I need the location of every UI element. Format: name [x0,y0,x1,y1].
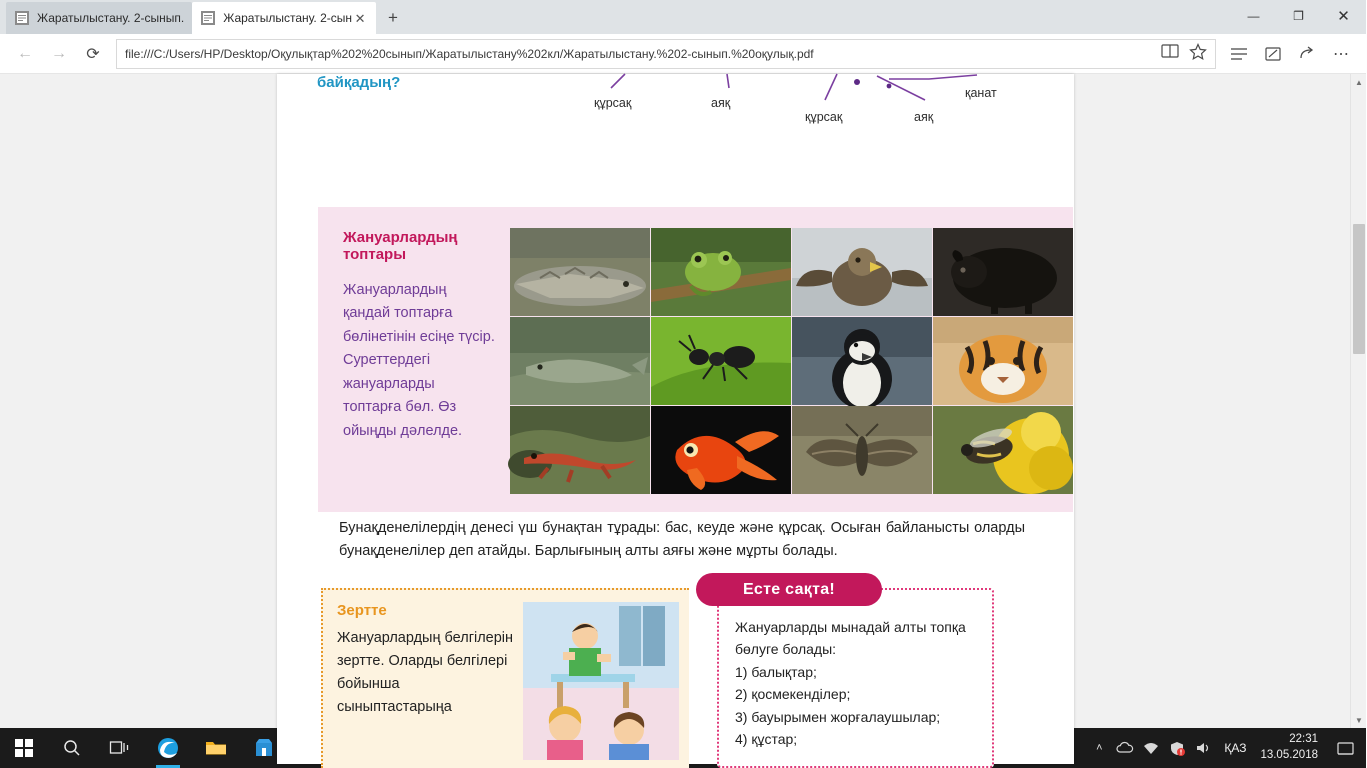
web-notes-icon[interactable] [1256,37,1290,71]
onedrive-icon[interactable] [1112,728,1138,768]
close-icon[interactable]: ✕ [354,10,366,26]
crocodile-photo [510,228,650,316]
share-icon[interactable] [1290,37,1324,71]
search-icon[interactable] [48,728,96,768]
pdf-page [277,74,1074,764]
back-icon[interactable]: ← [17,44,33,62]
diagram-arrows [277,74,1074,129]
panel-title: Жануарлардың топтары [343,229,458,263]
window-controls [1231,0,1366,32]
question-text: байқадың? [317,74,401,91]
zertte-title: Зертте [337,602,387,619]
address-bar[interactable] [116,39,1216,69]
eagle-photo [792,228,932,316]
remember-intro: Жануарларды мынадай алты топқа бөлуге болады: [735,619,966,658]
penguin-photo [792,317,932,405]
remember-badge: Есте сақта! [696,573,882,606]
tab-strip [0,0,1366,34]
bee-photo [933,406,1073,494]
language-indicator[interactable]: ҚАЗ [1224,741,1247,755]
scroll-up-icon[interactable]: ▲ [1355,77,1363,87]
label-qursaq-2: құрсақ [805,110,843,124]
scroll-down-icon[interactable]: ▼ [1355,715,1363,725]
frog-photo [651,228,791,316]
animal-groups-panel [318,207,1073,512]
edge-icon[interactable] [144,728,192,768]
url-text: file:///C:/Users/HP/Desktop/Оқулықтар%202%20сынып/Жаратылыстану%202кл/Жаратылыстану.%202-сынып.%20оқулық.pdf [125,46,814,61]
network-icon[interactable] [1138,728,1164,768]
reading-view-icon[interactable] [1161,43,1179,64]
task-view-icon[interactable] [96,728,144,768]
classroom-illustration [523,602,679,760]
panel-text-column [318,207,510,512]
body-paragraph: Бунақденелілердің денесі үш бунақтан тұрады: бас, кеуде және құрсақ. Осыған байланысты оларды бунақденелілер деп атайды. Барлығының алты аяғы және мұрты болады. [339,520,1025,559]
volume-icon[interactable] [1190,728,1216,768]
panel-body: Жануарлардың қандай топтарға бөлінетінін есіңе түсір. Суреттердегі жануарларды топтарға бөл. Өз ойыңды дәлелде. [343,282,495,439]
clock-time: 22:31 [1289,733,1318,746]
scrollbar-thumb[interactable] [1353,224,1365,354]
more-options-icon[interactable]: ⋯ [1333,45,1349,63]
clock-date: 13.05.2018 [1260,749,1318,761]
tab-2[interactable] [192,2,376,34]
remember-box [717,588,994,768]
goldfish-photo [651,406,791,494]
zertte-box [321,588,689,768]
file-explorer-icon[interactable] [192,728,240,768]
pdf-icon [200,10,216,26]
maximize-button[interactable]: ❐ [1293,9,1304,23]
forward-icon[interactable]: → [51,44,67,62]
system-tray [1086,728,1366,768]
minimize-button[interactable]: — [1247,9,1260,23]
refresh-icon[interactable]: ⟳ [86,45,100,63]
favorite-star-icon[interactable] [1189,43,1207,65]
newt-photo [510,406,650,494]
new-tab-button[interactable]: + [388,8,398,27]
zertte-text: Жануарлардың белгілерін зертте. Оларды белгілері бойынша сыныптастарыңа [337,630,514,715]
close-window-button[interactable]: ✕ [1337,8,1350,25]
remember-item-2: 2) қосмекенділер; [735,686,851,703]
fish-photo [510,317,650,405]
ant-photo [651,317,791,405]
tab-title: Жаратылыстану. 2-сынып. [37,11,185,25]
diagram-area [277,74,1074,126]
moth-photo [792,406,932,494]
show-hidden-icons-button[interactable]: ˄ [1096,742,1103,754]
start-icon[interactable] [0,728,48,768]
vertical-scrollbar[interactable] [1350,74,1366,728]
remember-item-4: 4) құстар; [735,730,798,747]
label-qursaq-1: құрсақ [594,96,632,110]
label-qanat: қанат [965,86,997,100]
clock[interactable] [1254,728,1328,768]
tiger-photo [933,317,1073,405]
label-ayaq-1: аяқ [711,96,731,110]
remember-item-3: 3) бауырымен жорғалаушылар; [735,708,941,725]
security-alert-icon[interactable] [1164,728,1190,768]
tab-1[interactable] [6,2,192,34]
pdf-icon [14,10,30,26]
notification-icon[interactable] [1328,728,1362,768]
animal-photo-grid [510,207,1073,512]
navigation-bar [0,34,1366,74]
tab-title: Жаратылыстану. 2-сын [223,11,353,25]
cow-photo [933,228,1073,316]
remember-item-1: 1) балықтар; [735,663,817,680]
label-ayaq-2: аяқ [914,110,934,124]
hub-icon[interactable] [1222,37,1256,71]
